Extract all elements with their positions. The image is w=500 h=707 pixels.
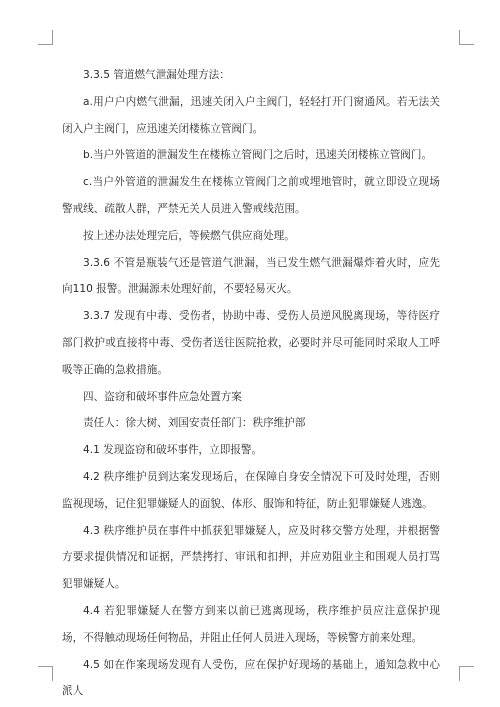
paragraph-item-a: a.用户户内燃气泄漏，迅速关闭入户主阀门，轻轻打开门窗通风。若无法关闭入户主阀门，应迅速关闭楼栋立管阀门。: [62, 95, 440, 135]
paragraph-4-1: 4.1 发现盗窃和破坏事件，立即报警。: [83, 444, 263, 457]
paragraph-item-c: c.当户外管道的泄漏发生在楼栋立管阀门之前或埋地管时，就立即设立现场警戒线、疏散人群，严禁无关人员进入警戒线范围。: [62, 176, 440, 215]
paragraph-3-3-7: 3.3.7 发现有中毒、受伤者，协助中毒、受伤人员逆风脱离现场，等待医疗部门救护或直接将中毒、受伤者送往医院抢救，必要时并尽可能同时采取人工呼吸等正确的急救措施。: [62, 310, 440, 376]
document-body: [62, 62, 440, 705]
paragraph-4-3: 4.3 秩序维护员在事件中抓获犯罪嫌疑人，应及时移交警方处理，并根据警方要求提供情况和证据，严禁拷打、审讯和扣押，并应劝阻业主和围观人员打骂犯罪嫌疑人。: [62, 524, 440, 591]
paragraph-3-3-6: 3.3.6 不管是瓶装气还是管道气泄漏，当已发生燃气泄漏爆炸着火时，应先向110 报警。泄漏源未处理好前，不要轻易灭火。: [62, 256, 440, 296]
section-heading-theft: 四、盗窃和破坏事件应急处置方案: [83, 390, 242, 403]
paragraph-4-5: 4.5 如在作案现场发现有人受伤，应在保护好现场的基础上，通知急救中心派人: [62, 658, 440, 698]
crop-mark-top-right: [459, 30, 474, 45]
paragraph-3-3-5-heading: 3.3.5 管道燃气泄漏处理方法：: [83, 69, 230, 81]
crop-mark-bottom-left: [38, 666, 53, 681]
paragraph-4-4: 4.4 若犯罪嫌疑人在警方到来以前已逃离现场，秩序维护员应注意保护现场，不得触动现场任何物品，并阻止任何人员进入现场，等候警方前来处理。: [62, 604, 440, 644]
paragraph-4-2: 4.2 秩序维护员到达案发现场后，在保障自身安全情况下可及时处理，否则监视现场，记住犯罪嫌疑人的面貌、体形、服饰和特征，防止犯罪嫌疑人逃逸。: [62, 470, 440, 510]
crop-mark-top-left: [38, 30, 53, 45]
crop-mark-bottom-right: [459, 666, 474, 681]
paragraph-item-b: b.当户外管道的泄漏发生在楼栋立管阀门之后时，迅速关闭楼栋立管阀门。: [83, 149, 433, 162]
responsible-person-line: 责任人：徐大树、刘国安责任部门：秩序维护部: [83, 417, 306, 430]
paragraph-followup: 按上述办法处理完后，等候燃气供应商处理。: [83, 229, 295, 242]
